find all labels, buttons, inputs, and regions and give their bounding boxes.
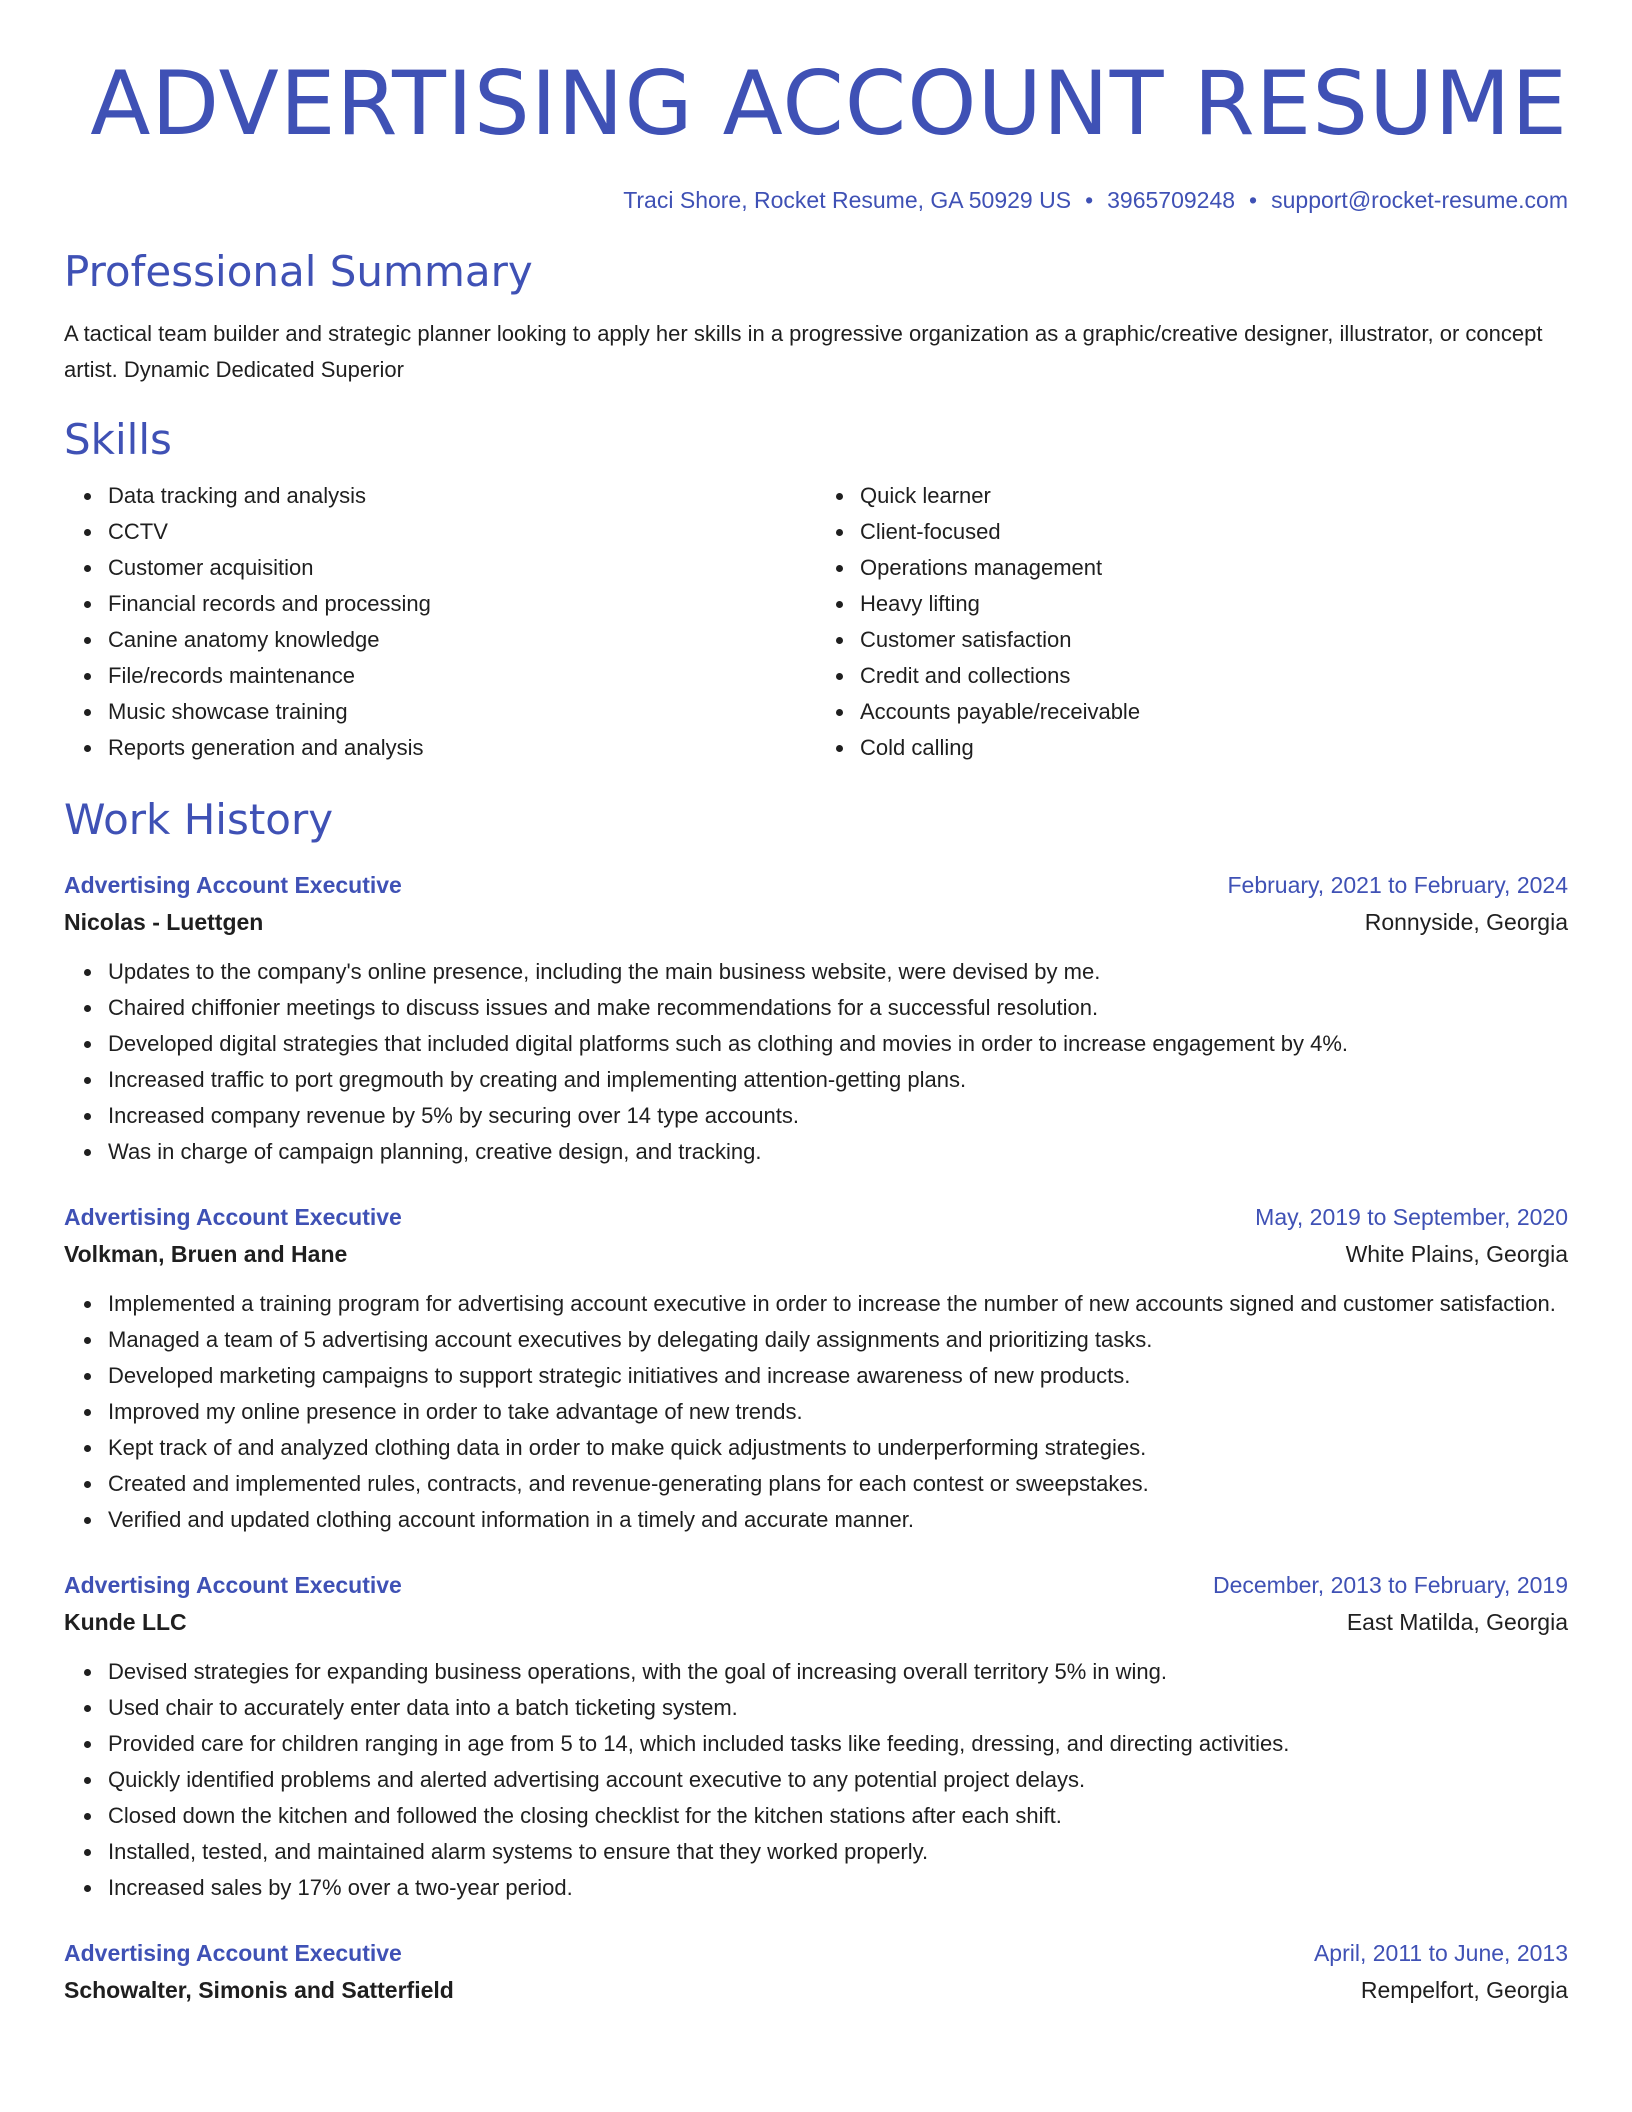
skill-item: Music showcase training (108, 694, 816, 730)
job-bullet: Developed marketing campaigns to support strategic initiatives and increase awareness of new products. (108, 1358, 1568, 1394)
contact-email: support@rocket-resume.com (1271, 187, 1568, 213)
job-company: Schowalter, Simonis and Satterfield (64, 1977, 454, 2003)
job-title: Advertising Account Executive (64, 1572, 402, 1598)
skill-item: Accounts payable/receivable (860, 694, 1568, 730)
skill-item: File/records maintenance (108, 658, 816, 694)
job-bullet: Devised strategies for expanding business operations, with the goal of increasing overall territory 5% in wing. (108, 1654, 1568, 1690)
skills-grid (64, 478, 1568, 766)
contact-separator: • (1249, 187, 1258, 213)
skill-item: Credit and collections (860, 658, 1568, 694)
job-title: Advertising Account Executive (64, 1940, 402, 1966)
job-bullet: Developed digital strategies that included digital platforms such as clothing and movies in order to increase engagement by 4%. (108, 1026, 1568, 1062)
job-bullet: Closed down the kitchen and followed the closing checklist for the kitchen stations after each shift. (108, 1798, 1568, 1834)
skill-item: Canine anatomy knowledge (108, 622, 816, 658)
job-dates: April, 2011 to June, 2013 (1313, 1940, 1568, 1966)
job-bullet: Used chair to accurately enter data into a batch ticketing system. (108, 1690, 1568, 1726)
job-entry (64, 1200, 1568, 1538)
skill-item: Financial records and processing (108, 586, 816, 622)
skill-item: Customer acquisition (108, 550, 816, 586)
job-company-row (64, 902, 1568, 942)
resume-title: ADVERTISING ACCOUNT RESUME (90, 52, 1568, 155)
job-bullets (64, 954, 1568, 1170)
job-bullet: Increased traffic to port gregmouth by creating and implementing attention-getting plans. (108, 1062, 1568, 1098)
job-company: Nicolas - Luettgen (64, 909, 264, 935)
skills-list-left (64, 478, 816, 766)
summary-heading: Professional Summary (64, 247, 533, 296)
summary-text: A tactical team builder and strategic planner looking to apply her skills in a progressive organization as a graphic/creative designer, illustrator, or concept artist. Dynamic Dedicated Superior (64, 321, 1543, 382)
contact-line (64, 184, 1568, 216)
job-entry (64, 1936, 1568, 2010)
job-bullets (64, 1654, 1568, 1906)
job-bullet: Increased sales by 17% over a two-year period. (108, 1870, 1568, 1906)
job-dates: December, 2013 to February, 2019 (1212, 1572, 1568, 1598)
job-bullet: Updates to the company's online presence, including the main business website, were devised by me. (108, 954, 1568, 990)
job-bullet: Created and implemented rules, contracts, and revenue-generating plans for each contest or sweepstakes. (108, 1466, 1568, 1502)
job-bullets (64, 1286, 1568, 1538)
skill-item: Client-focused (860, 514, 1568, 550)
job-company-row (64, 1602, 1568, 1642)
job-bullet: Chaired chiffonier meetings to discuss issues and make recommendations for a successful resolution. (108, 990, 1568, 1026)
skill-item: Data tracking and analysis (108, 478, 816, 514)
job-title: Advertising Account Executive (64, 1204, 402, 1230)
job-title: Advertising Account Executive (64, 872, 402, 898)
job-bullet: Increased company revenue by 5% by securing over 14 type accounts. (108, 1098, 1568, 1134)
job-bullet: Quickly identified problems and alerted advertising account executive to any potential project delays. (108, 1762, 1568, 1798)
job-company-row (64, 1234, 1568, 1274)
job-bullet: Improved my online presence in order to take advantage of new trends. (108, 1394, 1568, 1430)
contact-address: Traci Shore, Rocket Resume, GA 50929 US (623, 187, 1072, 213)
job-header-row (64, 1200, 1568, 1234)
job-bullet: Was in charge of campaign planning, creative design, and tracking. (108, 1134, 1568, 1170)
job-location: Rempelfort, Georgia (1360, 1977, 1568, 2003)
job-bullet: Installed, tested, and maintained alarm systems to ensure that they worked properly. (108, 1834, 1568, 1870)
job-company: Kunde LLC (64, 1609, 187, 1635)
skill-item: Quick learner (860, 478, 1568, 514)
job-bullet: Kept track of and analyzed clothing data in order to make quick adjustments to underperforming strategies. (108, 1430, 1568, 1466)
job-dates: May, 2019 to September, 2020 (1255, 1204, 1568, 1230)
job-bullet: Provided care for children ranging in age from 5 to 14, which included tasks like feeding, dressing, and directing activities. (108, 1726, 1568, 1762)
job-company: Volkman, Bruen and Hane (64, 1241, 348, 1267)
job-location: White Plains, Georgia (1345, 1241, 1568, 1267)
job-header-row (64, 868, 1568, 902)
skill-item: Cold calling (860, 730, 1568, 766)
contact-phone: 3965709248 (1107, 187, 1236, 213)
job-bullet: Managed a team of 5 advertising account executives by delegating daily assignments and prioritizing tasks. (108, 1322, 1568, 1358)
skill-item: Heavy lifting (860, 586, 1568, 622)
skills-heading: Skills (64, 415, 172, 464)
skill-item: Operations management (860, 550, 1568, 586)
job-header-row (64, 1936, 1568, 1970)
job-entry (64, 1568, 1568, 1906)
work-history-heading: Work History (64, 795, 334, 844)
job-entry (64, 868, 1568, 1170)
job-bullet: Implemented a training program for advertising account executive in order to increase the number of new accounts signed and customer satisfaction. (108, 1286, 1568, 1322)
job-location: East Matilda, Georgia (1346, 1609, 1568, 1635)
job-company-row (64, 1970, 1568, 2010)
skill-item: Reports generation and analysis (108, 730, 816, 766)
contact-separator: • (1085, 187, 1094, 213)
job-dates: February, 2021 to February, 2024 (1227, 872, 1568, 898)
job-bullet: Verified and updated clothing account information in a timely and accurate manner. (108, 1502, 1568, 1538)
skill-item: CCTV (108, 514, 816, 550)
job-location: Ronnyside, Georgia (1364, 909, 1568, 935)
skills-list-right (816, 478, 1568, 766)
skill-item: Customer satisfaction (860, 622, 1568, 658)
job-header-row (64, 1568, 1568, 1602)
